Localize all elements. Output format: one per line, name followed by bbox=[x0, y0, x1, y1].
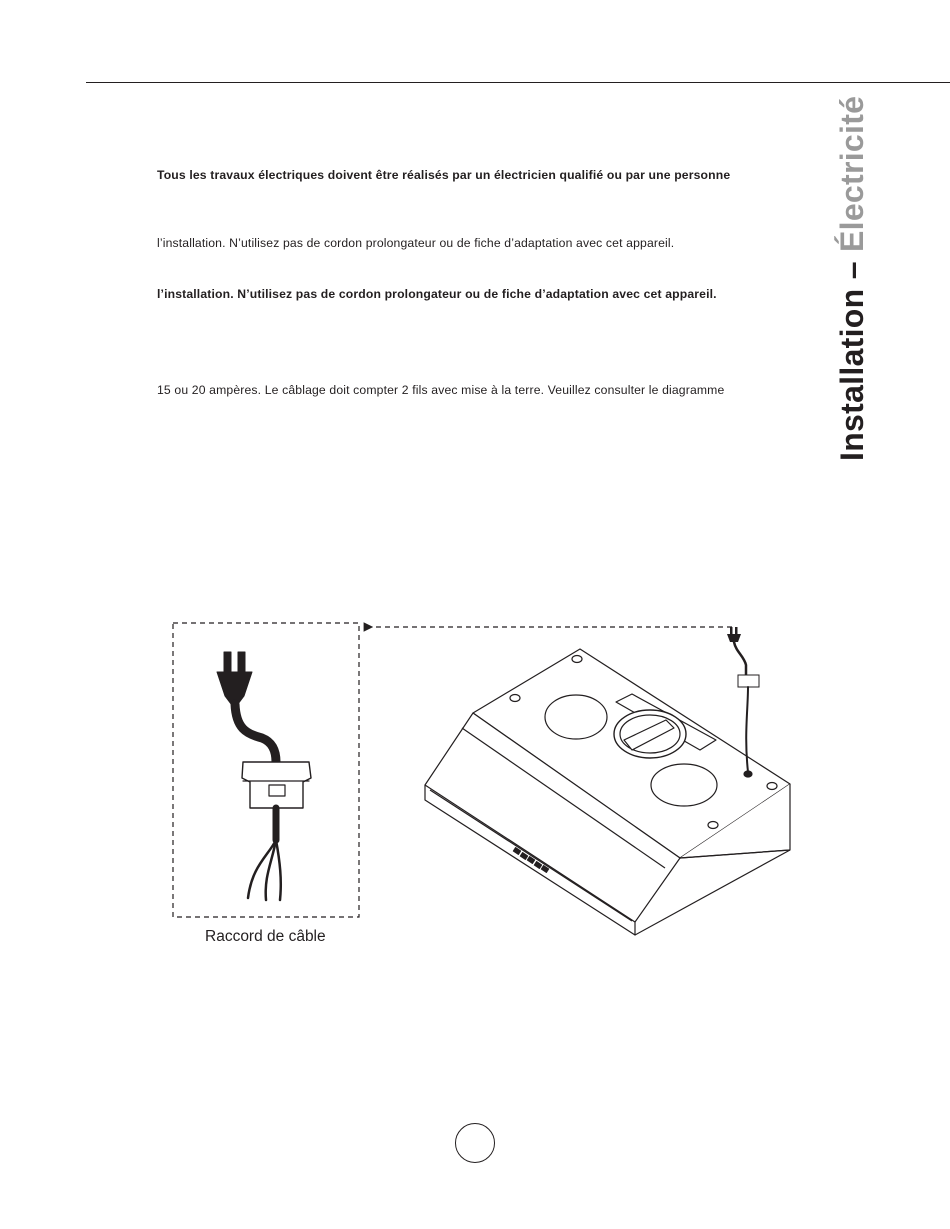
section-title-accent: Électricité bbox=[834, 95, 870, 253]
plug-detail bbox=[217, 652, 311, 900]
figure-caption: Raccord de câble bbox=[205, 928, 326, 945]
page-number-circle bbox=[455, 1123, 495, 1163]
paragraph-3: l’installation. N’utilisez pas de cordon prolongateur ou de fiche d’adaptation avec cet appareil. bbox=[157, 287, 717, 301]
paragraph-2: l’installation. N’utilisez pas de cordon prolongateur ou de fiche d’adaptation avec cet appareil. bbox=[157, 236, 675, 250]
section-title-main: Installation – bbox=[834, 252, 870, 461]
paragraph-4: 15 ou 20 ampères. Le câblage doit compter 2 fils avec mise à la terre. Veuillez consulter le diagramme bbox=[157, 383, 725, 397]
range-hood bbox=[425, 649, 790, 935]
paragraph-1: Tous les travaux électriques doivent être réalisés par un électricien qualifié ou par une personne bbox=[157, 168, 731, 182]
